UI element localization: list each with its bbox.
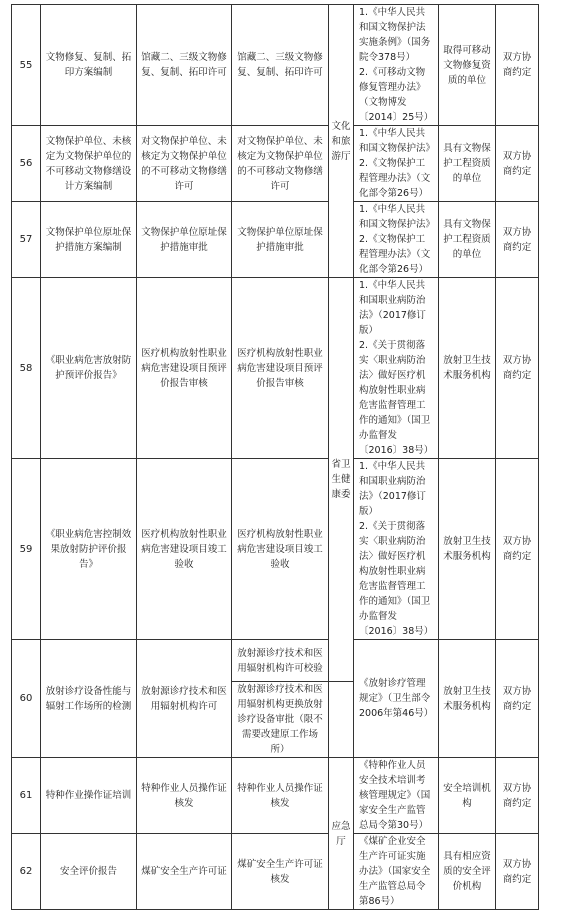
table-row xyxy=(12,834,539,910)
service-item: 文物保护单位、未核定为文物保护单位的不可移动文物修缮设计方案编制 xyxy=(41,126,137,202)
service-item: 《职业病危害放射防护预评价报告》 xyxy=(41,278,137,459)
basis-item: 特种作业人员操作证核发 xyxy=(232,758,329,834)
service-item: 放射诊疗设备性能与辐射工作场所的检测 xyxy=(41,640,137,758)
legal-basis xyxy=(354,126,439,202)
table-row xyxy=(12,126,539,202)
approval-item: 煤矿安全生产许可证 xyxy=(137,834,232,910)
approval-item: 文物保护单位原址保护措施审批 xyxy=(137,202,232,278)
pricing-method: 双方协商约定 xyxy=(496,834,539,910)
service-unit: 取得可移动文物修复资质的单位 xyxy=(439,5,496,126)
table-row xyxy=(12,5,539,126)
service-unit: 安全培训机构 xyxy=(439,758,496,834)
basis-item: 医疗机构放射性职业病危害建设项目预评价报告审核 xyxy=(232,278,329,459)
service-unit: 放射卫生技术服务机构 xyxy=(439,640,496,758)
legal-basis xyxy=(354,5,439,126)
table-row xyxy=(12,758,539,834)
row-number: 57 xyxy=(12,202,41,278)
legal-basis-line: 1.《中华人民共和国文物保护法实施条例》（国务院令378号） xyxy=(359,7,431,63)
service-item: 文物保护单位原址保护措施方案编制 xyxy=(41,202,137,278)
legal-basis: 《煤矿企业安全生产许可证实施办法》（国家安全生产监管总局令第86号） xyxy=(354,834,439,910)
table-row xyxy=(12,278,539,459)
basis-item: 放射源诊疗技术和医用辐射机构许可校验 xyxy=(232,640,329,682)
pricing-method: 双方协商约定 xyxy=(496,640,539,758)
table-row xyxy=(12,202,539,278)
service-item: 《职业病危害控制效果放射防护评价报告》 xyxy=(41,459,137,640)
department-cell: 应急厅 xyxy=(329,758,354,910)
table-row xyxy=(12,459,539,640)
basis-item: 对文物保护单位、未核定为文物保护单位的不可移动文物修缮许可 xyxy=(232,126,329,202)
legal-basis: 《放射诊疗管理规定》（卫生部令2006年第46号） xyxy=(354,640,439,758)
approval-item: 馆藏二、三级文物修复、复制、拓印许可 xyxy=(137,5,232,126)
legal-basis-line: 2.《文物保护工程管理办法》（文化部令第26号） xyxy=(359,158,431,199)
pricing-method: 双方协商约定 xyxy=(496,202,539,278)
legal-basis-line: 1.《中华人民共和国文物保护法》 xyxy=(359,128,436,154)
legal-basis-line: 2.《可移动文物修复管理办法》（文物博发〔2014〕25号） xyxy=(359,67,434,123)
basis-item: 放射源诊疗技术和医用辐射机构更换放射诊疗设备审批（限不需要改建原工作场所） xyxy=(232,682,329,758)
basis-item: 煤矿安全生产许可证核发 xyxy=(232,834,329,910)
approval-item: 医疗机构放射性职业病危害建设项目竣工验收 xyxy=(137,459,232,640)
legal-basis xyxy=(354,278,439,459)
legal-basis xyxy=(354,202,439,278)
row-number: 58 xyxy=(12,278,41,459)
department-cell: 文化和旅游厅 xyxy=(329,5,354,278)
row-number: 56 xyxy=(12,126,41,202)
department-cell: 省卫生健康委 xyxy=(329,278,354,682)
approval-item: 对文物保护单位、未核定为文物保护单位的不可移动文物修缮许可 xyxy=(137,126,232,202)
row-number: 60 xyxy=(12,640,41,758)
pricing-method: 双方协商约定 xyxy=(496,459,539,640)
service-item: 特种作业操作证培训 xyxy=(41,758,137,834)
row-number: 55 xyxy=(12,5,41,126)
legal-basis-line: 2.《关于贯彻落实〈职业病防治法〉做好医疗机构放射性职业病危害监督管理工作的通知》（国卫办监督发〔2016〕38号） xyxy=(359,340,434,456)
row-number: 59 xyxy=(12,459,41,640)
approval-item: 放射源诊疗技术和医用辐射机构许可 xyxy=(137,640,232,758)
table-row xyxy=(12,640,539,682)
legal-basis-line: 1.《中华人民共和国职业病防治法》（2017修订版） xyxy=(359,280,426,336)
service-unit: 具有文物保护工程资质的单位 xyxy=(439,202,496,278)
pricing-method: 双方协商约定 xyxy=(496,5,539,126)
approval-item: 医疗机构放射性职业病危害建设项目预评价报告审核 xyxy=(137,278,232,459)
service-item: 文物修复、复制、拓印方案编制 xyxy=(41,5,137,126)
legal-basis-line: 2.《文物保护工程管理办法》（文化部令第26号） xyxy=(359,234,431,275)
basis-item: 医疗机构放射性职业病危害建设项目竣工验收 xyxy=(232,459,329,640)
basis-item: 文物保护单位原址保护措施审批 xyxy=(232,202,329,278)
legal-basis xyxy=(354,459,439,640)
service-unit: 具有相应资质的安全评价机构 xyxy=(439,834,496,910)
basis-item: 馆藏二、三级文物修复、复制、拓印许可 xyxy=(232,5,329,126)
legal-basis-line: 1.《中华人民共和国职业病防治法》（2017修订版） xyxy=(359,461,426,517)
legal-basis: 《特种作业人员安全技术培训考核管理规定》（国家安全生产监管总局令第30号） xyxy=(354,758,439,834)
service-item: 安全评价报告 xyxy=(41,834,137,910)
service-items-table xyxy=(11,4,539,910)
row-number: 61 xyxy=(12,758,41,834)
legal-basis-line: 2.《关于贯彻落实〈职业病防治法〉做好医疗机构放射性职业病危害监督管理工作的通知》（国卫办监督发〔2016〕38号） xyxy=(359,521,434,637)
legal-basis-line: 1.《中华人民共和国文物保护法》 xyxy=(359,204,436,230)
pricing-method: 双方协商约定 xyxy=(496,758,539,834)
service-unit: 放射卫生技术服务机构 xyxy=(439,459,496,640)
row-number: 62 xyxy=(12,834,41,910)
approval-item: 特种作业人员操作证核发 xyxy=(137,758,232,834)
pricing-method: 双方协商约定 xyxy=(496,126,539,202)
pricing-method: 双方协商约定 xyxy=(496,278,539,459)
service-unit: 放射卫生技术服务机构 xyxy=(439,278,496,459)
service-unit: 具有文物保护工程资质的单位 xyxy=(439,126,496,202)
